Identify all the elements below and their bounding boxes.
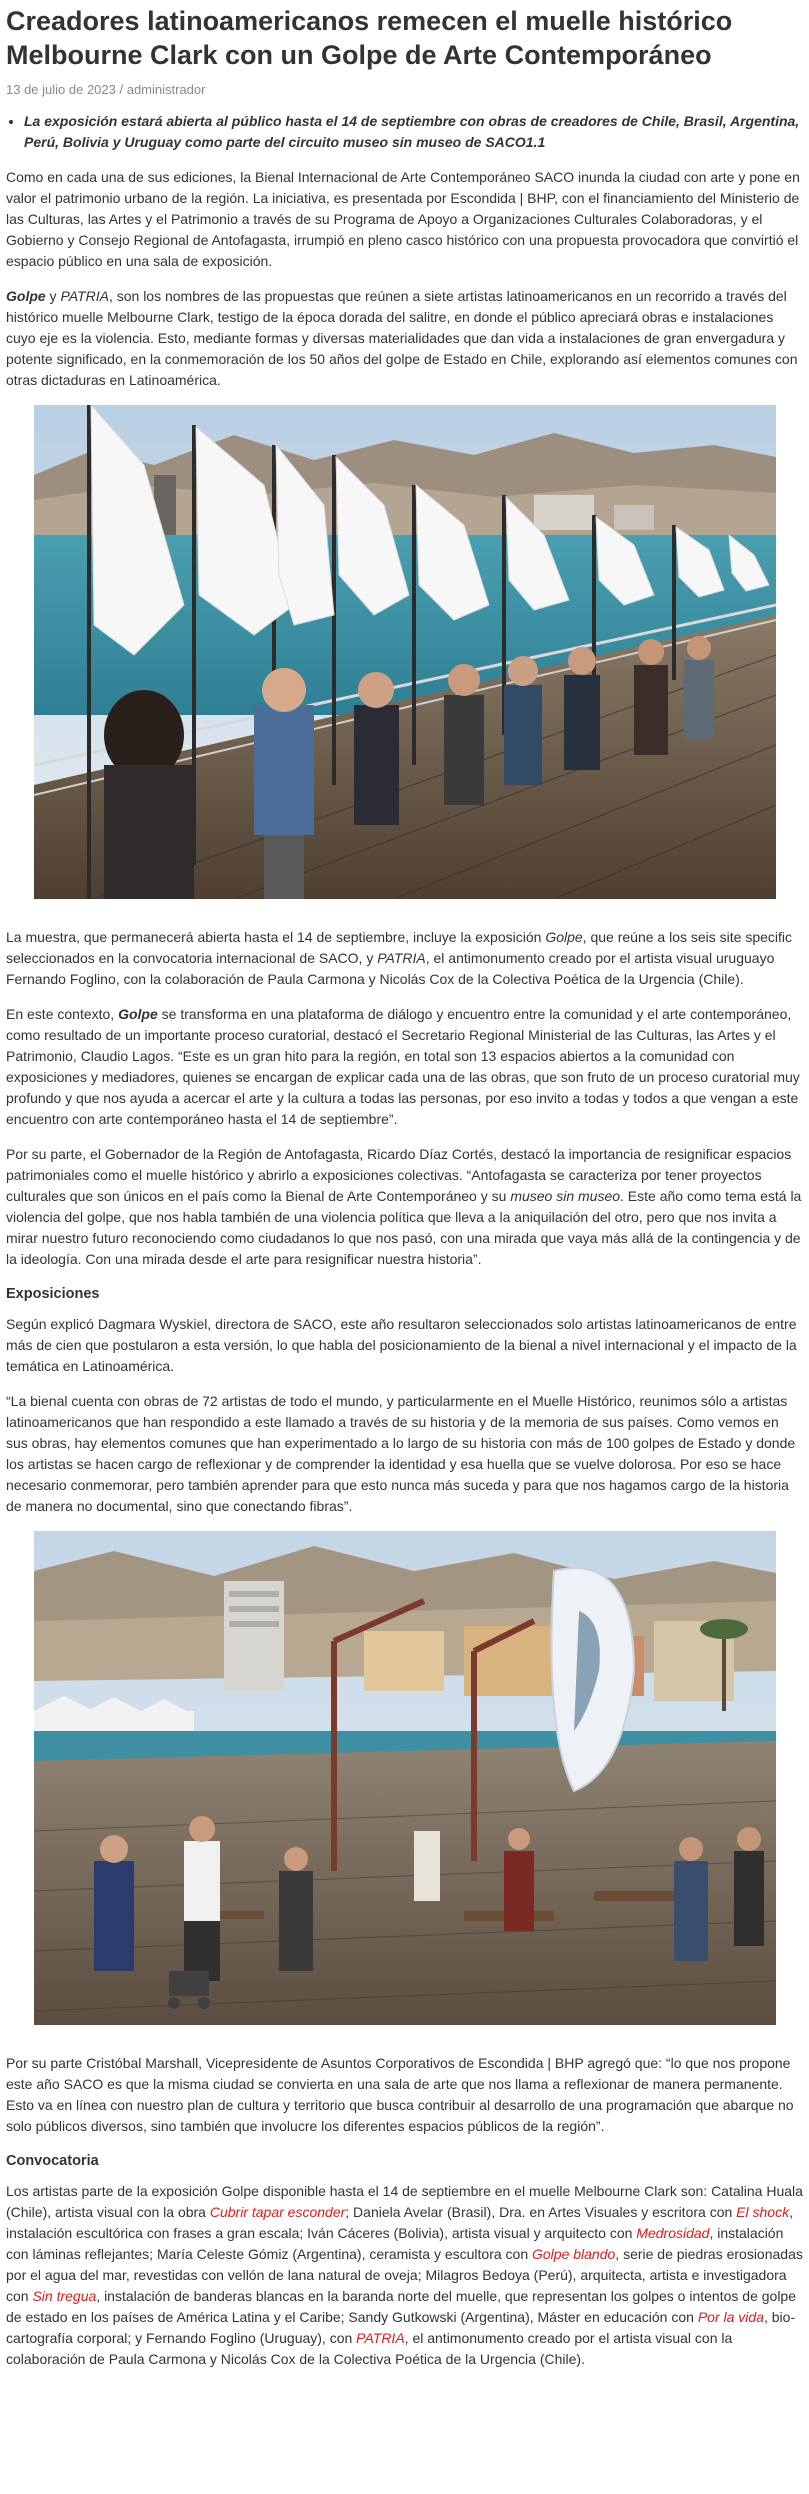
article-meta <box>6 82 803 97</box>
work-link-el-shock[interactable]: El shock <box>736 2204 790 2220</box>
golpe-title: Golpe <box>545 929 583 945</box>
lead-item: • La exposición estará abierta al público hasta el 14 de septiembre con obras de creadores de Chile, Brasil, Argentina, Perú, Bolivia y Uruguay como parte del circuito museo sin museo de SACO1.1 <box>24 111 803 153</box>
text: ; Daniela Avelar (Brasil), Dra. en Artes Visuales y escritora con <box>345 2204 737 2220</box>
heading-exposiciones: Exposiciones <box>6 1286 100 1302</box>
article-date[interactable]: 13 de julio de 2023 <box>6 82 116 97</box>
paragraph-muestra <box>6 927 803 990</box>
meta-separator: / <box>115 82 127 97</box>
museo-sin-museo: museo sin museo <box>510 1188 621 1204</box>
text: se transforma en una plataforma de diálogo y encuentro entre la comunidad y el arte contemporáneo, como resultado de un importante proceso curatorial, destacó el Secretario Regional Ministerial de las Culturas, las Artes y el Patrimonio, Claudio Lagos. “Este es un gran hito para la región, en total son 13 espacios abiertos a la comunidad con exposiciones y mediadores, quienes se encargan de explicar cada una de las obras, que son fruto de un proceso curatorial muy profundo y que nos ayuda a acercar el arte y la cultura a todas las personas, por eso invito a todas y todos a que vengan a este encuentro con arte contemporáneo hasta el 14 de septiembre”. <box>6 1006 800 1127</box>
patria-title: PATRIA <box>60 288 109 304</box>
work-link-patria[interactable]: PATRIA <box>356 2330 405 2346</box>
work-link-sin-tregua[interactable]: Sin tregua <box>32 2288 97 2304</box>
text: Por su parte, el Gobernador de la Región de Antofagasta, Ricardo Díaz Cortés, destacó la importancia de resignificar espacios patrimoniales como el muelle histórico y abrirlo a exposiciones colectivas. “Antofagasta se caracteriza por tener proyectos culturales que son únicos en el país como la Bienal de Arte Contemporáneo y su <box>6 1146 792 1204</box>
golpe-title: Golpe <box>118 1006 158 1022</box>
paragraph-contexto <box>6 1004 803 1130</box>
work-link-cubrir-tapar-esconder[interactable]: Cubrir tapar esconder <box>209 2204 346 2220</box>
text: , bio-cartografía corporal; y Fernando Foglino (Uruguay), con <box>6 2309 796 2346</box>
text: La muestra, que permanecerá abierta hasta el 14 de septiembre, incluye la exposición <box>6 929 546 945</box>
heading-convocatoria: Convocatoria <box>6 2153 99 2169</box>
paragraph-artistas <box>6 2181 803 2370</box>
text: y <box>45 288 61 304</box>
text: Los artistas parte de la exposición Golpe disponible hasta el 14 de septiembre en el muelle Melbourne Clark son: Catalina Huala (Chile), artista visual con la obra <box>6 2183 803 2220</box>
work-link-golpe-blando[interactable]: Golpe blando <box>532 2246 616 2262</box>
text: , instalación con láminas reflejantes; María Celeste Gómiz (Argentina), ceramista y escultora con <box>6 2225 784 2262</box>
text: . Este año como tema está la violencia del golpe, que nos habla también de una violencia política que lleva a la aniquilación del otro, pero que nos invita a mirar nuestro futuro reconociendo como ciudadanos lo que nos pasó, con una mirada que vaya más allá de la contingencia y de la ideología. Con una mirada desde el arte para resignificar nuestra historia”. <box>6 1188 802 1267</box>
photo-pier-promenade <box>34 1531 776 2025</box>
text: , el antimonumento creado por el artista visual con la colaboración de Paula Carmona y Nicolás Cox de la Colectiva Poética de la Urgencia (Chile). <box>6 2330 733 2367</box>
paragraph-intro: Como en cada una de sus ediciones, la Bienal Internacional de Arte Contemporáneo SACO inunda la ciudad con arte y pone en valor el patrimonio urbano de la región. La iniciativa, es presentada por Escondida | BHP, con el financiamiento del Ministerio de las Culturas, las Artes y el Patrimonio a través de su Programa de Apoyo a Organizaciones Culturales Colaboradoras, y el Gobierno y Consejo Regional de Antofagasta, irrumpió en pleno casco histórico con una propuesta provocadora que convirtió el espacio público en una sala de exposición. <box>6 169 800 269</box>
work-link-medrosidad[interactable]: Medrosidad <box>636 2225 710 2241</box>
article-title: Creadores latinoamericanos remecen el muelle histórico Melbourne Clark con un Golpe de Arte Contemporáneo <box>6 6 733 70</box>
paragraph-marshall: Por su parte Cristóbal Marshall, Vicepresidente de Asuntos Corporativos de Escondida | BHP agregó que: “lo que nos propone este año SACO es que la misma ciudad se convierta en una sala de arte que nos llama a reflexionar de manera permanente. Esto va en línea con nuestro plan de cultura y territorio que busca contribuir al desarrollo de una programación que abarque no solo públicos diversos, sino también que involucre los diferentes espacios públicos de la región”. <box>6 2055 794 2134</box>
text: , instalación de banderas blancas en la baranda norte del muelle, que representan los golpes o intentos de golpe de estado en los países de América Latina y el Caribe; Sandy Gutkowski (Argentina), Máster en educación con <box>6 2288 797 2325</box>
text: , que reúne a los seis site specific seleccionados en la convocatoria internacional de SACO, y <box>6 929 793 966</box>
work-link-por-la-vida[interactable]: Por la vida <box>697 2309 764 2325</box>
text: , son los nombres de las propuestas que reúnen a siete artistas latinoamericanos en un recorrido a través del histórico muelle Melbourne Clark, testigo de la época dorada del salitre, en donde el público apreciará obras e instalaciones cuyo eje es la violencia. Esto, mediante formas y diversas materialidades que dan vida a instalaciones de gran envergadura y potente significado, en la conmemoración de los 50 años del golpe de Estado en Chile, explorando así elementos comunes con otras dictaduras en Latinoamérica. <box>6 288 798 388</box>
paragraph-gobernador <box>6 1144 803 1270</box>
patria-title: PATRIA <box>377 950 426 966</box>
lead-list <box>6 111 803 153</box>
text: , instalación escultórica con frases a gran escala; Iván Cáceres (Bolivia), artista visual y arquitecto con <box>6 2204 793 2241</box>
article-author[interactable]: administrador <box>126 82 206 97</box>
text: , serie de piedras erosionadas por el agua del mar, revestidas con vellón de lana natural de oveja; Milagros Bedoya (Perú), arquitecta, artista e investigadora con <box>6 2246 803 2304</box>
text: , el antimonumento creado por el artista visual uruguayo Fernando Foglino, con la colaboración de Paula Carmona y Nicolás Cox de la Colectiva Poética de la Urgencia (Chile). <box>6 950 775 987</box>
paragraph-wyskiel: Según explicó Dagmara Wyskiel, directora de SACO, este año resultaron seleccionados solo artistas latinoamericanos de entre más de cien que postularon a esta versión, lo que habla del posicionamiento de la bienal a nivel internacional y el impacto de la temática en Latinoamérica. <box>6 1316 797 1374</box>
paragraph-quote-bienal: “La bienal cuenta con obras de 72 artistas de todo el mundo, y particularmente en el Muelle Histórico, reunimos sólo a artistas latinoamericanos que han respondido a este llamado a través de su historia y de la memoria de sus países. Como vemos en sus obras, hay elementos comunes que han experimentado a lo largo de su historia con más de 100 golpes de Estado y donde los artistas se hacen cargo de reflexionar y de comprender la identidad y esa huella que se vuelve dolorosa. Por eso se hace necesario conmemorar, pero también aprender para que esto nunca más suceda y para que nos hagamos cargo de la historia de manera no documental, sino que conectando fibras”. <box>6 1393 796 1514</box>
paragraph-golpe-patria <box>6 286 803 391</box>
text: En este contexto, <box>6 1006 119 1022</box>
photo-white-flags <box>34 405 776 899</box>
golpe-title: Golpe <box>6 288 46 304</box>
